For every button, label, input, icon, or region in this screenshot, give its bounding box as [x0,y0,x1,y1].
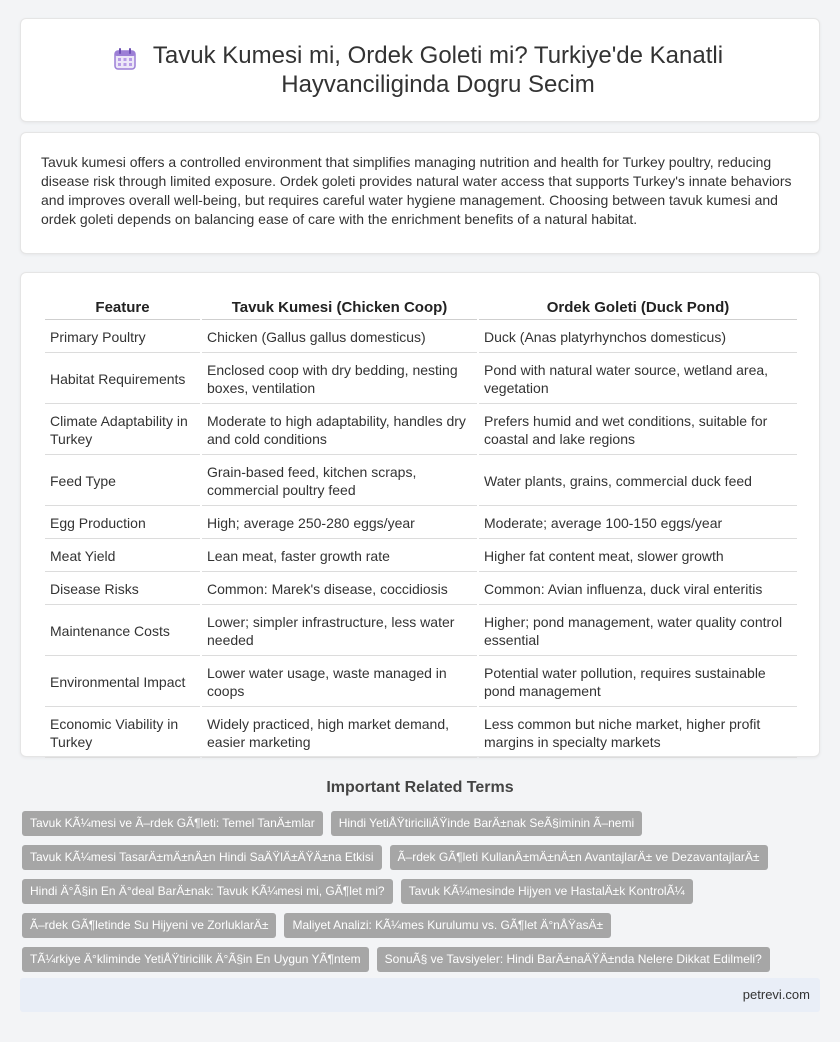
table-row [45,457,797,506]
tag-row [22,879,822,904]
intro-card [20,132,820,254]
table-header-row [45,295,797,320]
related-terms-list [22,811,822,981]
related-terms-title: Important Related Terms [326,779,514,796]
tag-row [22,811,822,836]
related-term-link[interactable]: Tavuk KÃ¼mesi ve Ã–rdek GÃ¶leti: Temel TanÄ±mlar [22,811,323,836]
table-row [45,574,797,605]
related-term-link[interactable]: Tavuk KÃ¼mesinde Hijyen ve HastalÄ±k KontrolÃ¼ [401,879,693,904]
row-feature: Habitat Requirements [45,355,200,404]
table-row [45,322,797,353]
related-term-link[interactable]: SonuÃ§ ve Tavsiyeler: Hindi BarÄ±naÄŸÄ±nda Nelere Dikkat Edilmeli? [377,947,770,972]
table-row [45,541,797,572]
related-term-link[interactable]: Ã–rdek GÃ¶leti KullanÄ±mÄ±nÄ±n AvantajlarÄ± ve DezavantajlarÄ± [390,845,768,870]
row-chicken-value: Moderate to high adaptability, handles dry and cold conditions [202,406,477,455]
row-duck-value: Moderate; average 100-150 eggs/year [479,508,797,539]
row-feature: Feed Type [45,457,200,506]
row-duck-value: Potential water pollution, requires sustainable pond management [479,658,797,707]
related-term-link[interactable]: Hindi YetiÅŸtiriciliÄŸinde BarÄ±nak SeÃ§iminin Ã–nemi [331,811,642,836]
site-link[interactable]: petrevi.com [742,987,810,1002]
row-feature: Meat Yield [45,541,200,572]
row-feature: Environmental Impact [45,658,200,707]
row-duck-value: Duck (Anas platyrhynchos domesticus) [479,322,797,353]
comparison-card [20,272,820,757]
header-chicken-coop: Tavuk Kumesi (Chicken Coop) [202,295,477,320]
title-wrap [112,41,728,99]
row-chicken-value: Lower water usage, waste managed in coops [202,658,477,707]
row-chicken-value: High; average 250-280 eggs/year [202,508,477,539]
related-term-link[interactable]: TÃ¼rkiye Ä°kliminde YetiÅŸtiricilik Ä°Ã§in En Uygun YÃ¶ntem [22,947,369,972]
table-row [45,658,797,707]
calendar-icon [112,46,138,72]
row-chicken-value: Lower; simpler infrastructure, less water needed [202,607,477,656]
related-term-link[interactable]: Hindi Ä°Ã§in En Ä°deal BarÄ±nak: Tavuk KÃ¼mesi mi, GÃ¶let mi? [22,879,393,904]
tag-row [22,845,822,870]
row-chicken-value: Lean meat, faster growth rate [202,541,477,572]
row-feature: Climate Adaptability in Turkey [45,406,200,455]
row-chicken-value: Grain-based feed, kitchen scraps, commercial poultry feed [202,457,477,506]
title-card [20,18,820,122]
tag-row [22,947,822,972]
row-feature: Economic Viability in Turkey [45,709,200,758]
intro-paragraph: Tavuk kumesi offers a controlled environment that simplifies managing nutrition and health for Turkey poultry, reducing disease risk through limited exposure. Ordek goleti provides natural water access that supports Turkey's innate behaviors and improves overall well-being, but requires careful water hygiene management. Choosing between tavuk kumesi and ordek goleti depends on balancing ease of care with the enrichment benefits of a natural habitat. [41,154,792,227]
related-term-link[interactable]: Ã–rdek GÃ¶letinde Su Hijyeni ve ZorluklarÄ± [22,913,276,938]
row-duck-value: Higher; pond management, water quality control essential [479,607,797,656]
row-chicken-value: Widely practiced, high market demand, easier marketing [202,709,477,758]
table-row [45,709,797,758]
row-feature: Disease Risks [45,574,200,605]
row-chicken-value: Enclosed coop with dry bedding, nesting boxes, ventilation [202,355,477,404]
footer [20,978,820,1012]
row-feature: Egg Production [45,508,200,539]
row-duck-value: Higher fat content meat, slower growth [479,541,797,572]
row-chicken-value: Chicken (Gallus gallus domesticus) [202,322,477,353]
comparison-table [43,293,799,760]
table-row [45,607,797,656]
row-duck-value: Less common but niche market, higher profit margins in specialty markets [479,709,797,758]
row-duck-value: Pond with natural water source, wetland area, vegetation [479,355,797,404]
row-duck-value: Prefers humid and wet conditions, suitable for coastal and lake regions [479,406,797,455]
header-duck-pond: Ordek Goleti (Duck Pond) [479,295,797,320]
row-duck-value: Water plants, grains, commercial duck feed [479,457,797,506]
tag-row [22,913,822,938]
row-duck-value: Common: Avian influenza, duck viral enteritis [479,574,797,605]
header-feature: Feature [45,295,200,320]
page-title: Tavuk Kumesi mi, Ordek Goleti mi? Turkiye'de Kanatli Hayvanciliginda Dogru Secim [152,42,724,98]
row-feature: Primary Poultry [45,322,200,353]
related-term-link[interactable]: Tavuk KÃ¼mesi TasarÄ±mÄ±nÄ±n Hindi SaÄŸlÄ±ÄŸÄ±na Etkisi [22,845,382,870]
table-row [45,508,797,539]
related-term-link[interactable]: Maliyet Analizi: KÃ¼mes Kurulumu vs. GÃ¶let Ä°nÅŸasÄ± [284,913,611,938]
row-feature: Maintenance Costs [45,607,200,656]
row-chicken-value: Common: Marek's disease, coccidiosis [202,574,477,605]
table-row [45,406,797,455]
table-row [45,355,797,404]
